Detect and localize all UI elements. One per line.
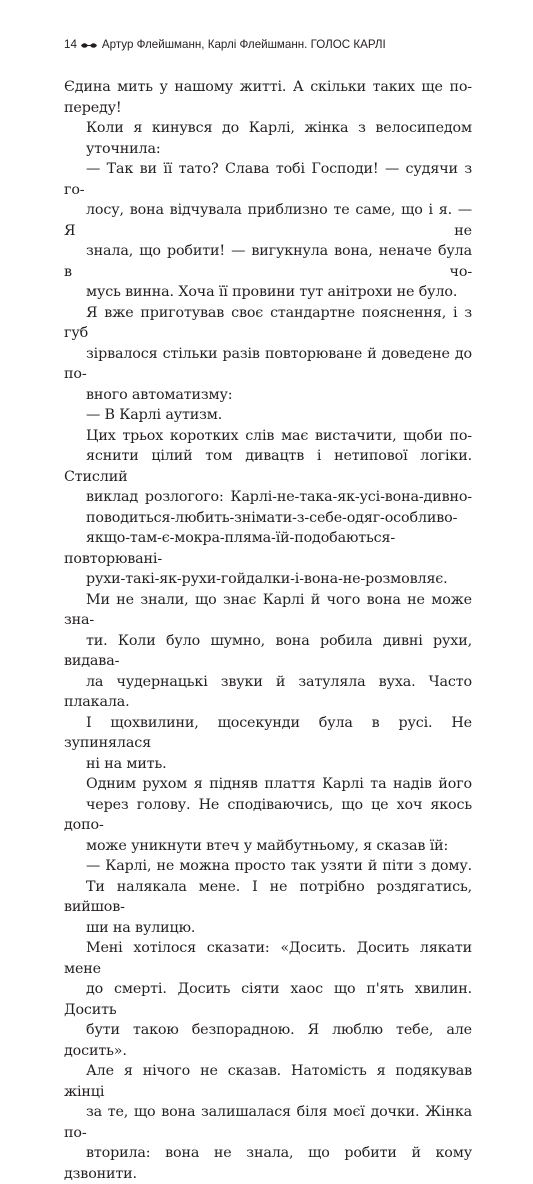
page-number: 14 <box>64 38 77 51</box>
text-line: за те, що вона залишалася біля моєї дочки. Жінка по- <box>64 1104 472 1141</box>
paragraph <box>64 938 472 1061</box>
paragraph <box>64 118 472 159</box>
text-line: вного автоматизму: <box>86 386 233 403</box>
text-line: Мені хотілося сказати: «Досить. Досить лякати мене <box>64 940 472 977</box>
text-line: лосу, вона відчувала приблизно те саме, що і я. — Я не <box>64 202 472 239</box>
text-line: Цих трьох коротких слів має вистачити, щоби по- <box>86 427 472 444</box>
text-line: зірвалося стільки разів повторюване й доведене до по- <box>64 345 472 382</box>
leaf-ornament-icon <box>80 41 98 50</box>
text-line: ти. Коли було шумно, вона робила дивні рухи, видава- <box>64 632 472 669</box>
text-line: ні на мить. <box>86 755 167 772</box>
text-line: уточнила: <box>86 140 161 157</box>
text-line: ши на вулицю. <box>86 919 196 936</box>
paragraph <box>64 774 472 856</box>
paragraph <box>64 856 472 938</box>
text-line: І щохвилини, щосекунди була в русі. Не зупинялася <box>64 714 472 751</box>
text-line: яснити цілий том дивацтв і нетипової логіки. Стислий <box>64 448 472 485</box>
text-line: Коли я кинувся до Карлі, жінка з велосипедом <box>86 120 472 136</box>
text-line: Одним рухом я підняв плаття Карлі та надів його <box>86 776 472 792</box>
paragraph <box>64 77 472 118</box>
text-line: може уникнути втеч у майбутньому, я сказав їй: <box>86 837 449 854</box>
text-line: Я вже приготував своє стандартне пояснення, і з губ <box>64 304 472 341</box>
text-line: Але я нічого не сказав. Натомість я подякував жінці <box>64 1063 472 1100</box>
text-line: поводиться-любить-знімати-з-себе-одяг-особливо- <box>86 509 458 526</box>
paragraph <box>64 159 472 303</box>
body-text <box>64 77 472 1184</box>
text-line: ла чудернацькі звуки й затуляла вуха. Часто плакала. <box>64 673 472 710</box>
paragraph <box>64 1061 472 1184</box>
text-line: — В Карлі аутизм. <box>86 407 223 423</box>
text-line: — Так ви її тато? Слава тобі Господи! — судячи з го- <box>64 161 472 198</box>
text-line: виклад розлогого: Карлі-не-така-як-усі-вона-дивно- <box>86 489 472 505</box>
paragraph <box>64 303 472 406</box>
text-line: через голову. Не сподіваючись, що це хоч якось допо- <box>64 796 472 833</box>
running-head <box>64 38 472 52</box>
book-page <box>64 38 472 1184</box>
text-line: мусь винна. Хоча її провини тут анітрохи не було. <box>86 284 458 300</box>
text-line: Ми не знали, що знає Карлі й чого вона не може зна- <box>64 591 472 628</box>
paragraph <box>64 405 472 426</box>
paragraph <box>64 426 472 775</box>
text-line: знала, що робити! — вигукнула вона, неначе була в чо- <box>64 243 472 280</box>
text-line: вторила: вона не знала, що робити й кому дзвонити. <box>64 1145 472 1182</box>
text-line: бути такою безпорадною. Я люблю тебе, але досить». <box>64 1022 472 1059</box>
text-line: якщо-там-є-мокра-пляма-їй-подобаються-повторювані- <box>64 530 396 567</box>
running-title: Артур Флейшманн, Карлі Флейшманн. ГОЛОС КАРЛІ <box>101 38 386 51</box>
text-line: Ти налякала мене. І не потрібно роздягатись, вийшов- <box>64 878 472 915</box>
text-line: — Карлі, не можна просто так узяти й піти з дому. <box>86 858 472 874</box>
text-line: до смерті. Досить сіяти хаос що п'ять хвилин. Досить <box>64 981 472 1018</box>
text-line: переду! <box>64 99 122 116</box>
text-line: Єдина мить у нашому житті. А скільки таких ще по- <box>64 79 472 95</box>
text-line: рухи-такі-як-рухи-гойдалки-і-вона-не-розмовляє. <box>86 571 448 587</box>
